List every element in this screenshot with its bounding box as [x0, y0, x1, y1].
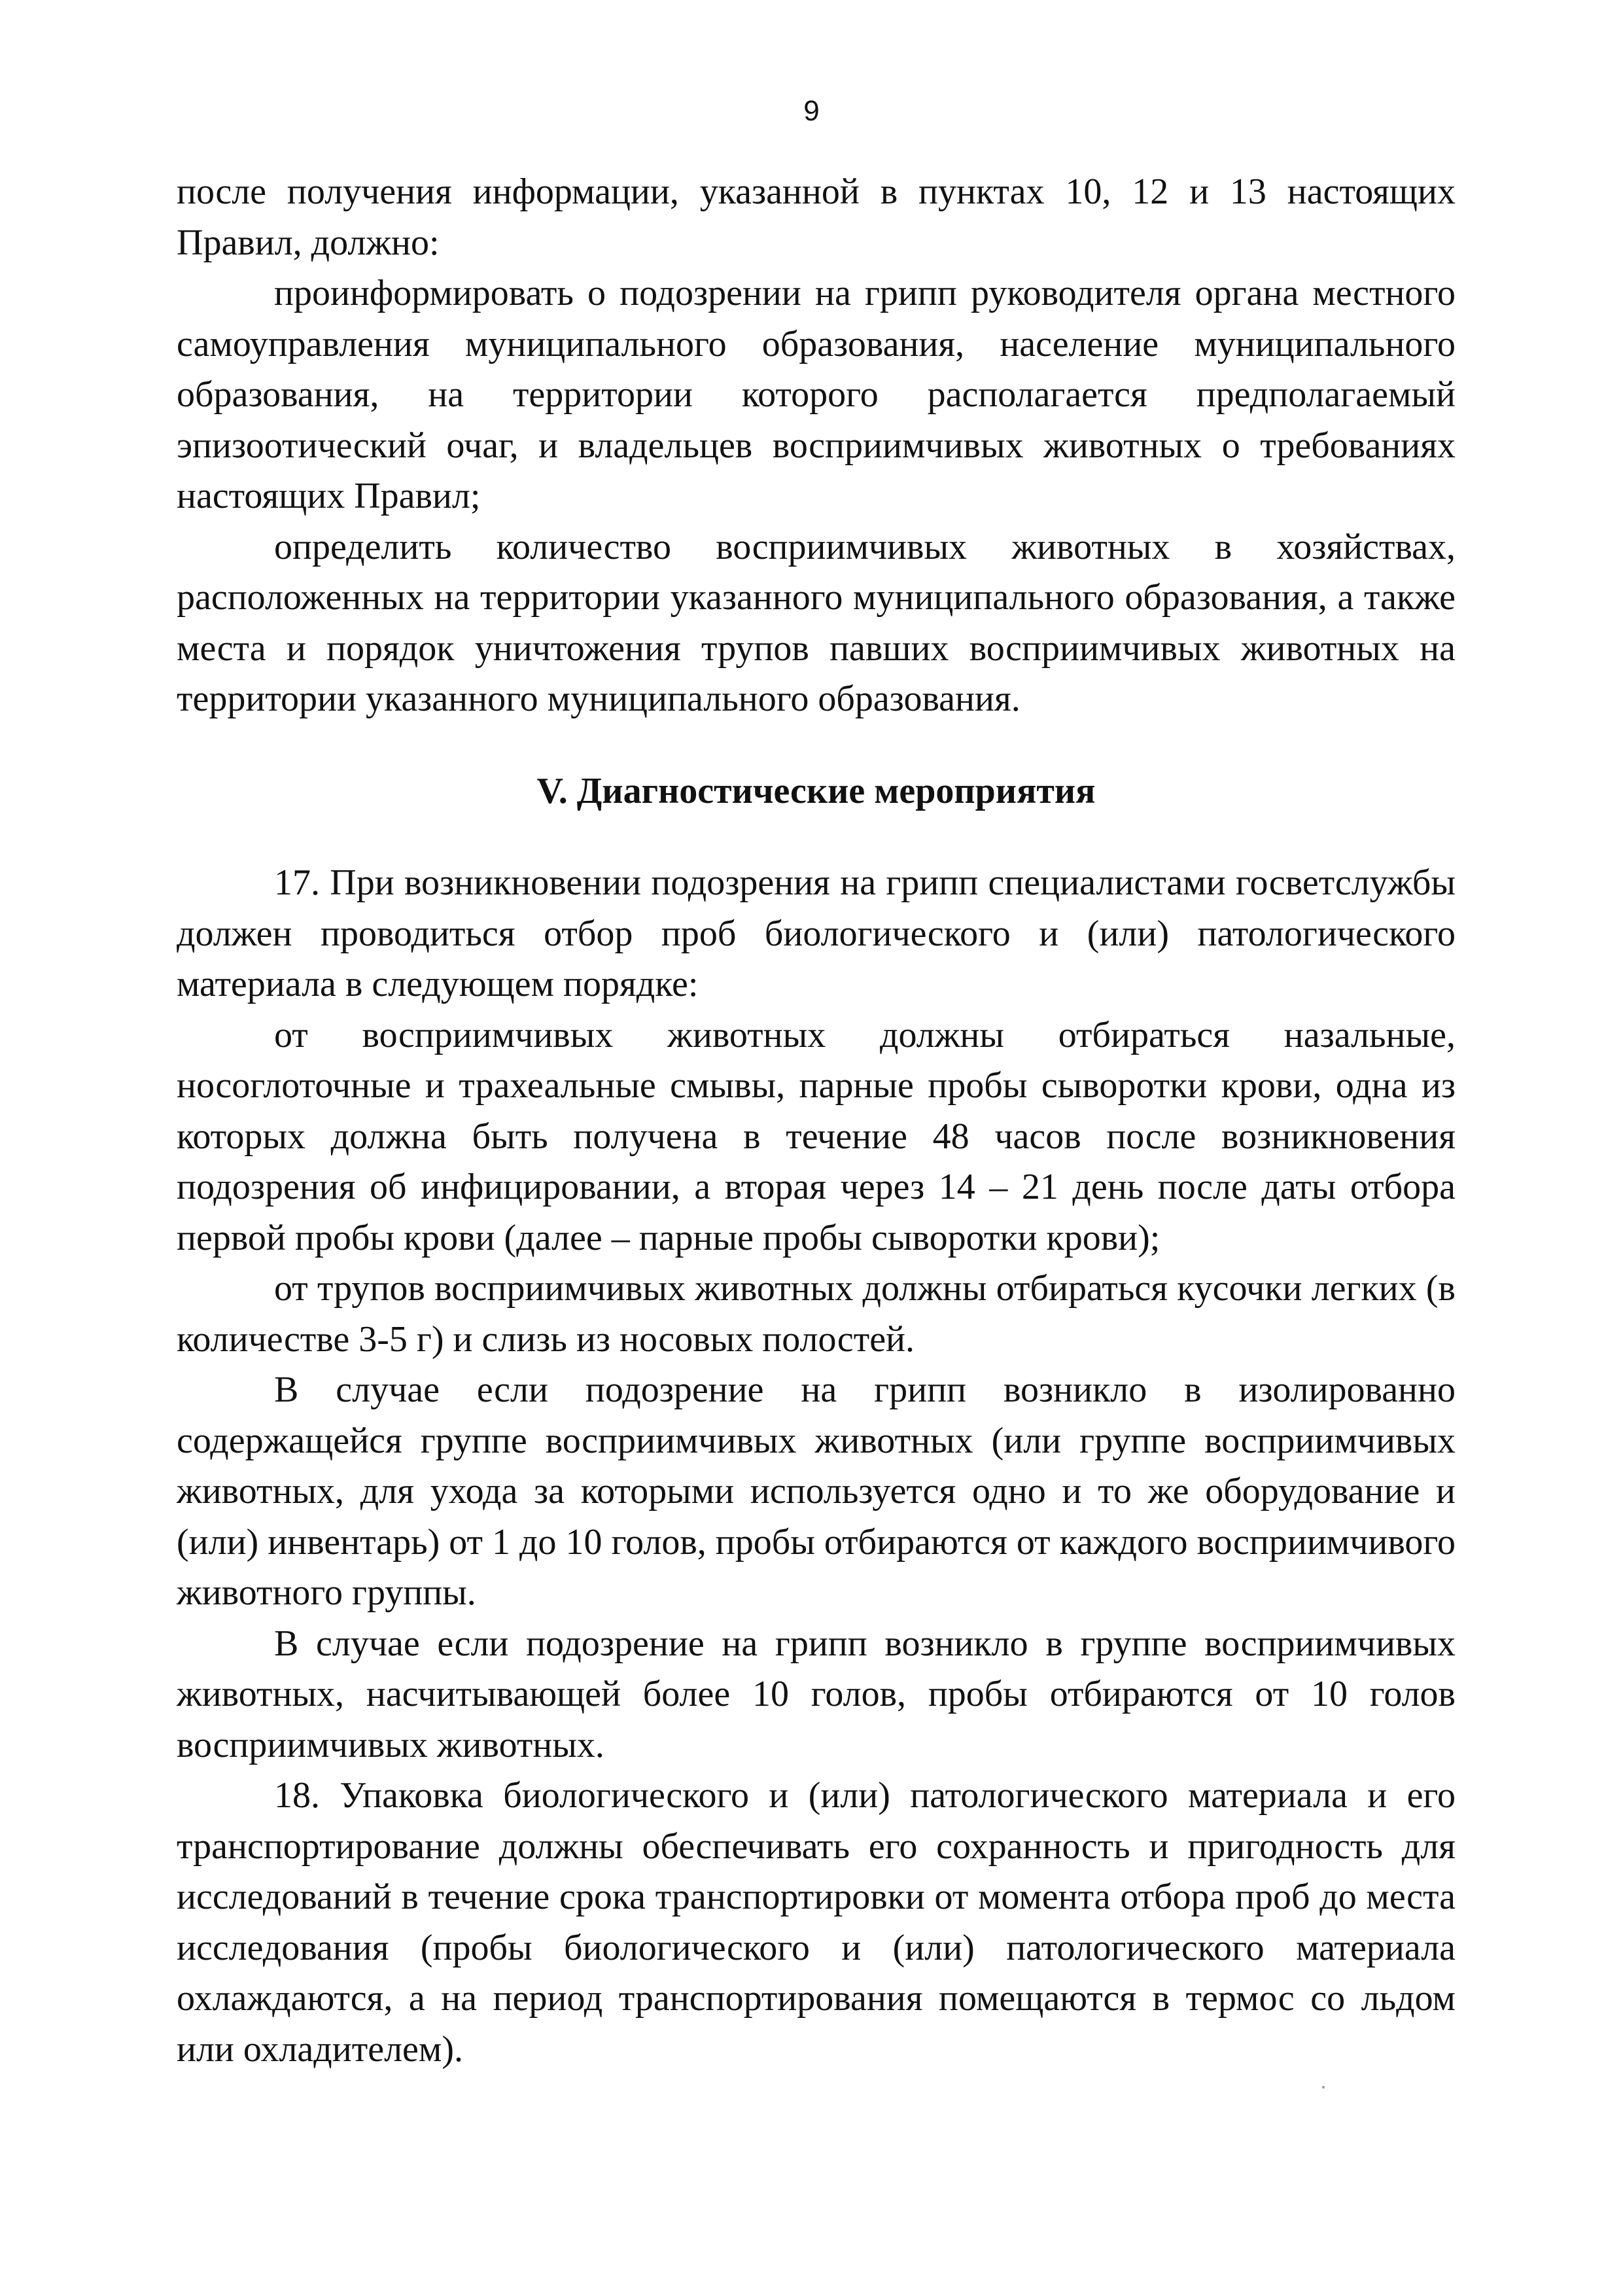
paragraph-isolated-group: В случае если подозрение на грипп возникло в изолированно содержащейся группе восприимчивых животных (или группе восприимчивых животных, для ухода за которыми используется одно и то же оборудование и (или) инвентарь) от 1 до 10 голов, пробы отбираются от каждого восприимчивого животного группы.	[177, 1369, 1456, 1613]
paragraph-continuation: после получения информации, указанной в пунктах 10, 12 и 13 настоящих Правил, должно:	[177, 171, 1456, 263]
document-body	[177, 167, 1456, 2075]
paragraph-inform: проинформировать о подозрении на грипп руководителя органа местного самоуправления муниципального образования, население муниципального образования, на территории которого располагается предполагаемый эпизоотический очаг, и владельцев восприимчивых животных о требованиях настоящих Правил;	[177, 273, 1456, 516]
section-heading: V. Диагностические мероприятия	[536, 770, 1096, 811]
paragraph-item-18: 18. Упаковка биологического и (или) патологического материала и его транспортирование должны обеспечивать его сохранность и пригодность для исследований в течение срока транспортировки от момента отбора проб до места исследования (пробы биологического и (или) патологического материала охлаждаются, а на период транспортирования помещаются в термос со льдом или охладителем).	[177, 1775, 1456, 2070]
scan-artifact-dot	[1322, 2086, 1325, 2089]
paragraph-item-17: 17. При возникновении подозрения на грипп специалистами госветслужбы должен проводиться отбор проб биологического и (или) патологического материала в следующем порядке:	[177, 862, 1456, 1004]
paragraph-large-group: В случае если подозрение на грипп возникло в группе восприимчивых животных, насчитывающей более 10 голов, пробы отбираются от 10 голов восприимчивых животных.	[177, 1623, 1456, 1765]
paragraph-live-animals: от восприимчивых животных должны отбираться назальные, носоглоточные и трахеальные смывы, парные пробы сыворотки крови, одна из которых должна быть получена в течение 48 часов после возникновения подозрения об инфицировании, а вторая через 14 – 21 день после даты отбора первой пробы крови (далее – парные пробы сыворотки крови);	[177, 1014, 1456, 1258]
page-number: 9	[803, 95, 820, 127]
paragraph-determine: определить количество восприимчивых животных в хозяйствах, расположенных на территории указанного муниципального образования, а также места и порядок уничтожения трупов павших восприимчивых животных на территории указанного муниципального образования.	[177, 526, 1456, 719]
paragraph-carcasses: от трупов восприимчивых животных должны отбираться кусочки легких (в количестве 3-5 г) и слизь из носовых полостей.	[177, 1268, 1456, 1360]
